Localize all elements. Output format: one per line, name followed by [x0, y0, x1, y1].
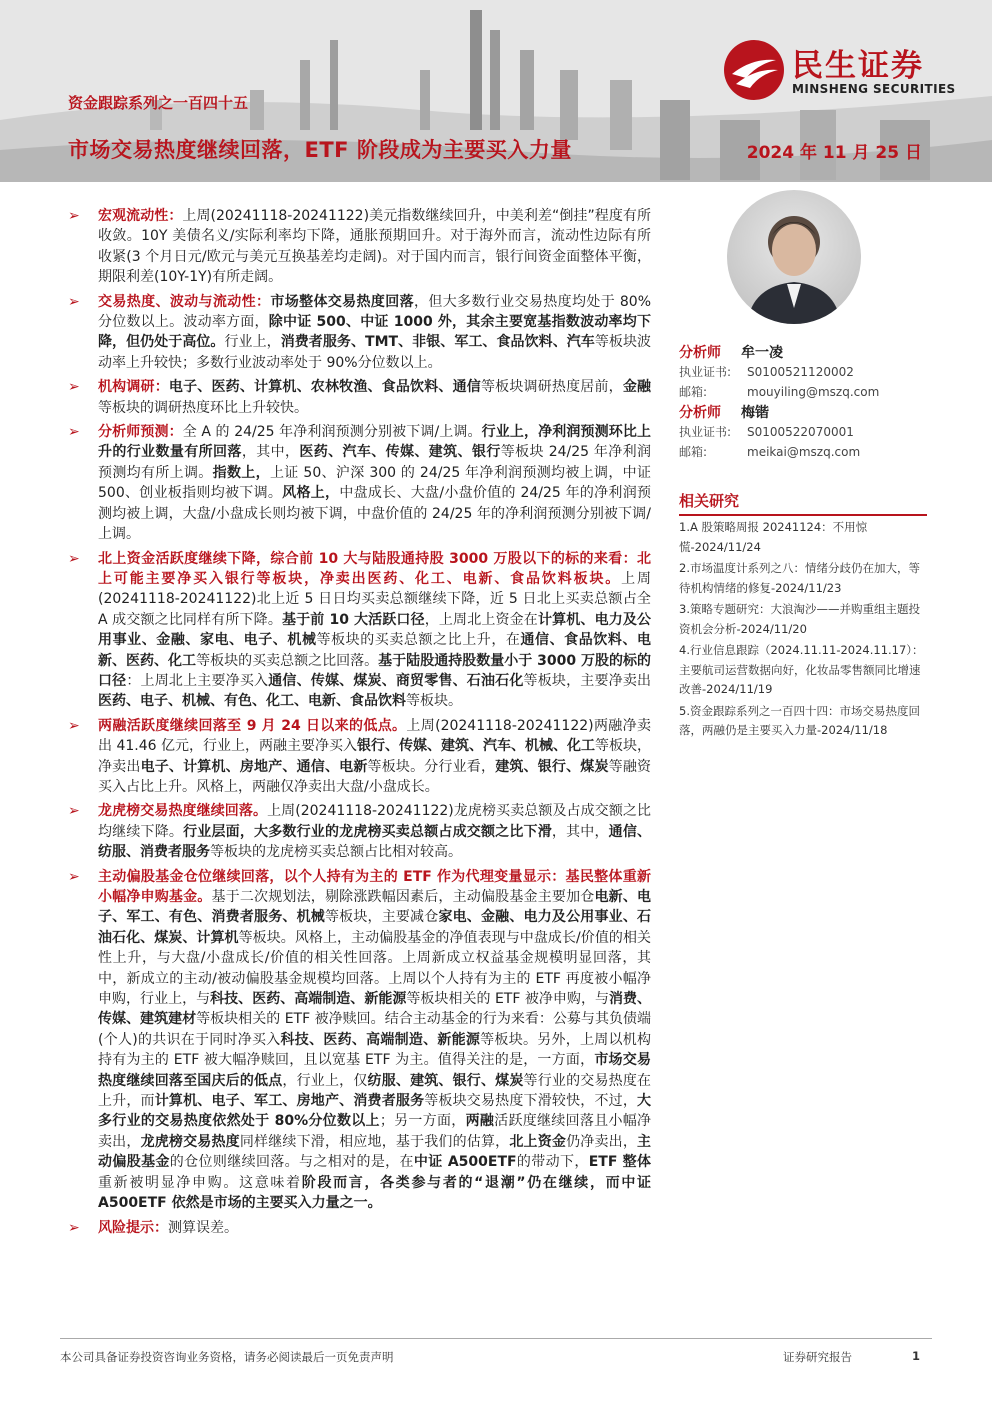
footer-report-label: 证券研究报告 [783, 1350, 852, 1364]
point-text: 等板块的调研热度环比上升较快。 [98, 399, 308, 416]
report-date: 2024 年 11 月 25 日 [746, 143, 922, 163]
emphasis-text: 主动偏股基金 [98, 1133, 652, 1171]
related-item[interactable]: 4.行业信息跟踪（2024.11.11-2024.11.17）：主要航司运营数据向好，化妆品零售额同比增速改善-2024/11/19 [679, 643, 924, 696]
arrow-bullet-icon: ➢ [68, 550, 80, 567]
point-text: 行业上， [224, 334, 281, 351]
emphasis-text: 北上资金 [509, 1133, 567, 1150]
related-research-list [679, 518, 927, 743]
point-text: 等板块。分行业看， [367, 758, 496, 775]
point-northbound-funds [68, 549, 651, 712]
point-text: 等板块调研热度居前， [480, 379, 623, 396]
emphasis-text: 建筑、银行、煤炭 [495, 758, 609, 775]
point-text: 等板块波动率上升较快；多数行业波动率处于 90%分位数以上。 [98, 334, 652, 371]
point-text: 测算误差。 [168, 1219, 238, 1236]
point-heading: 北上资金活跃度继续下降，综合前 10 大与陆股通持股 3000 万股以下的标的来看：北上可能主要净买入银行等板块，净卖出医药、化工、电新、食品饮料板块。 [98, 550, 651, 587]
arrow-bullet-icon: ➢ [68, 1219, 80, 1236]
arrow-bullet-icon: ➢ [68, 424, 80, 441]
related-item[interactable]: 1.A 股策略周报 20241124：不用惊慌-2024/11/24 [679, 520, 868, 554]
point-active-funds-etf [68, 867, 651, 1214]
analyst-role: 分析师 [679, 345, 721, 361]
point-dragon-tiger-list [68, 801, 651, 862]
emphasis-text: 大多行业的交易热度依然处于 80%分位数以上 [98, 1093, 652, 1130]
footer-disclaimer: 本公司具备证券投资咨询业务资格，请务必阅读最后一页免责声明 [60, 1350, 394, 1364]
point-text: 等板块相关的 ETF 被净申购，与 [406, 991, 609, 1008]
emphasis-text: 行业层面，大多数行业的龙虎榜买卖总额占成交额之比下滑 [183, 823, 552, 840]
report-series: 资金跟踪系列之一百四十五 [68, 94, 249, 112]
point-text: 等板块，净卖出 [98, 738, 652, 775]
emphasis-text: 龙虎榜交易热度 [140, 1133, 240, 1150]
point-text: 仍净卖出， [566, 1133, 638, 1150]
emphasis-text: 电子、计算机、房地产、通信、电新 [140, 758, 368, 775]
arrow-bullet-icon: ➢ [68, 293, 80, 310]
point-heading: 主动偏股基金仓位继续回落，以个人持有为主的 ETF 作为代理变量显示：基民整体重新小幅净申购基金。 [98, 868, 651, 905]
point-text: 等板块 24/25 年净利润预测均有所上调。 [98, 444, 652, 481]
point-heading: 交易热度、波动与流动性： [98, 293, 271, 310]
analyst-card-2 [679, 402, 860, 462]
emphasis-text: 电子、医药、计算机、农林牧渔、食品饮料、通信 [168, 379, 481, 396]
point-text: 等板块。 [406, 693, 462, 710]
arrow-bullet-icon: ➢ [68, 208, 80, 224]
page-footer [60, 1338, 932, 1365]
point-text: 等板块的买卖总额之比上升，在 [316, 632, 521, 649]
point-analyst-forecast [68, 422, 651, 544]
point-heading: 宏观流动性： [98, 208, 183, 224]
logo-mark-icon [722, 38, 786, 102]
summary-body [68, 206, 651, 1242]
emphasis-text: 中证 A500ETF [413, 1154, 517, 1171]
point-text: 的带动下， [516, 1154, 589, 1171]
emphasis-text: 科技、医药、高端制造、新能源 [210, 991, 407, 1008]
emphasis-text: 家电、金融、电力及公用事业、石油石化、煤炭、计算机 [98, 909, 652, 946]
emphasis-text: 电新、电子、军工、有色、消费者服务、机械 [98, 889, 652, 926]
emphasis-text: 阶段而言，各类参与者的“退潮”仍在继续，而中证 A500ETF 依然是市场的主要买入力量之一。 [98, 1174, 651, 1212]
point-text: 上周(20241118-20241122)龙虎榜买卖总额及占成交额之比均继续下降。 [98, 803, 651, 840]
point-text: 等板块，主要净卖出 [523, 672, 652, 689]
page-number: 1 [911, 1349, 920, 1363]
emphasis-text: 金融 [622, 379, 652, 396]
emphasis-text: 计算机、电子、军工、房地产、消费者服务 [154, 1093, 425, 1110]
emphasis-text: 指数上， [212, 464, 270, 481]
point-text: ，其中， [551, 823, 609, 840]
point-text: 等板块，主要减仓 [324, 909, 439, 926]
emphasis-text: 基于前 10 大活跃口径 [282, 611, 425, 628]
point-institution-research [68, 377, 651, 418]
arrow-bullet-icon: ➢ [68, 868, 80, 885]
emphasis-text: 银行、传媒、建筑、汽车、机械、化工 [357, 738, 596, 755]
point-text: 等行业的交易热度在上升，而 [98, 1072, 652, 1110]
emphasis-text: 基于陆股通持股数量小于 3000 万股的标的口径 [98, 652, 652, 689]
point-text: 等板块交易热度下滑较快，不过， [424, 1093, 638, 1110]
point-text: 活跃度继续回落且小幅净卖出， [98, 1113, 652, 1150]
analyst-card-1 [679, 342, 879, 402]
point-text: ：上周北上主要净买入 [126, 672, 269, 689]
emphasis-text: 通信、食品饮料、电新、医药、化工 [98, 632, 652, 669]
point-text: ；另一方面， [379, 1113, 466, 1130]
emphasis-text: 医药、汽车、传媒、建筑、银行 [299, 444, 501, 461]
emphasis-text: 市场整体交易热度回落 [270, 293, 414, 310]
emphasis-text: ETF 整体 [588, 1154, 652, 1171]
point-text: 同样继续下滑，相应地，基于我们的估算， [239, 1133, 510, 1150]
point-text: 中盘成长、大盘/小盘价值的 24/25 年的净利润预测均被上调，大盘/小盘成长则均被下调，中盘价值的 24/25 年的净利润预测分别被下调/上调。 [98, 485, 651, 543]
analyst-email[interactable]: meikai@mszq.com [747, 445, 861, 459]
point-text: 上周(20241118-20241122)美元指数继续回升，中美利差“倒挂”程度有所收敛。10Y 美债名义/实际利率均下降，通胀预期回升。对于海外而言，流动性边际有所收紧(3 个月日元/欧元与美元互换基差均走阔)。对于国内而言，银行间资金面整体平衡，期限利差(10Y-1Y)有所走阔。 [98, 208, 652, 286]
point-heading: 风险提示： [98, 1219, 168, 1236]
point-macro-liquidity [68, 206, 651, 288]
arrow-bullet-icon: ➢ [68, 803, 80, 820]
emphasis-text: 除中证 500、中证 1000 外，其余主要宽基指数波动率均下降，但仍处于高位。 [98, 314, 652, 351]
email-label: 邮箱: [679, 385, 708, 399]
point-text: 上周(20241118-20241122)两融净卖出 41.46 亿元，行业上，两融主要净买入 [98, 717, 651, 755]
analyst-photo [727, 190, 861, 324]
cert-number: S0100522070001 [747, 425, 854, 439]
point-trading-heat [68, 292, 651, 374]
point-margin-trading [68, 716, 651, 798]
emphasis-text: 医药、电子、机械、有色、化工、电新、食品饮料 [98, 693, 406, 710]
point-text: 等板块。另外，上周以机构持有为主的 ETF 被大幅净赎回，且以宽基 ETF 为主。值得关注的是，一方面， [98, 1031, 652, 1069]
emphasis-text: 通信、纺服、消费者服务 [98, 823, 652, 861]
analyst-email[interactable]: mouyiling@mszq.com [747, 385, 880, 399]
brand-logo [722, 38, 962, 102]
emphasis-text: 计算机、电力及公用事业、金融、家电、电子、机械 [98, 611, 652, 649]
email-label: 邮箱: [679, 445, 708, 459]
point-text: 等板块的龙虎榜买卖总额占比相对较高。 [210, 844, 462, 861]
point-heading: 两融活跃度继续回落至 9 月 24 日以来的低点。 [98, 717, 407, 734]
point-heading: 机构调研： [98, 379, 169, 396]
point-text: ，上周北上资金在 [424, 611, 538, 628]
point-text: 等融资买入占比上升。风格上，两融仅净卖出大盘/小盘成长。 [98, 758, 652, 795]
point-text: 重新被明显净申购。这意味着 [98, 1174, 302, 1191]
person-avatar-icon [727, 190, 861, 324]
arrow-bullet-icon: ➢ [68, 717, 80, 734]
point-text: 等板块的买卖总额之比回落。 [196, 652, 379, 669]
emphasis-text: 科技、医药、高端制造、新能源 [280, 1031, 481, 1048]
cert-label: 执业证书: [679, 425, 732, 439]
emphasis-text: 纺服、建筑、银行、煤炭 [367, 1072, 524, 1089]
related-item[interactable]: 3.策略专题研究：大浪淘沙——并购重组主题投资机会分析-2024/11/20 [679, 602, 920, 636]
related-research-title: 相关研究 [679, 490, 927, 516]
point-text: 基于二次规划法，剔除涨跌幅因素后，主动偏股基金主要加仓 [211, 889, 595, 905]
logo-name-cn: 民生证券 [792, 48, 924, 84]
emphasis-text: 风格上， [282, 485, 340, 502]
analyst-role: 分析师 [679, 405, 721, 421]
emphasis-text: 两融 [465, 1113, 495, 1130]
point-heading: 分析师预测： [98, 424, 183, 441]
point-text: ，但大多数行业交易热度均处于 80%分位数以上。波动率方面， [98, 293, 652, 331]
report-title: 市场交易热度继续回落，ETF 阶段成为主要买入力量 [68, 138, 572, 162]
point-text: 等板块相关的 ETF 被净赎回。结合主动基金的行为来看：公募与其负债端(个人)的共识在于同时净买入 [98, 1011, 651, 1048]
point-heading: 龙虎榜交易热度继续回落。 [98, 803, 268, 820]
emphasis-text: 消费、传媒、建筑建材 [98, 991, 652, 1028]
related-item[interactable]: 2.市场温度计系列之八：情绪分歧仍在加大，等待机构情绪的修复-2024/11/23 [679, 561, 920, 595]
cert-number: S0100521120002 [747, 365, 854, 379]
point-text: 上证 50、沪深 300 的 24/25 年净利润预测均被上调，中证 500、创业板指则均被下调。 [98, 464, 652, 502]
point-text: ，行业上，仅 [282, 1072, 368, 1089]
related-item[interactable]: 5.资金跟踪系列之一百四十四：市场交易热度回落，两融仍是主要买入力量-2024/11/18 [679, 703, 920, 737]
point-text: 上周(20241118-20241122)北上近 5 日日均买卖总额继续下降，近 5 日北上买卖总额占全 A 成交额之比同样有所下降。 [98, 570, 652, 628]
logo-name-en: MINSHENG SECURITIES [792, 82, 956, 96]
cert-label: 执业证书: [679, 365, 732, 379]
emphasis-text: 行业上，净利润预测环比上升的行业数量有所回落 [98, 424, 651, 461]
point-text: 全 A 的 24/25 年净利润预测分别被下调/上调。 [182, 424, 482, 441]
point-text: 的仓位则继续回落。与之相对的是，在 [169, 1154, 414, 1171]
emphasis-text: 消费者服务、TMT、非银、军工、食品饮料、汽车 [280, 334, 595, 351]
emphasis-text: 通信、传媒、煤炭、商贸零售、石油石化 [268, 672, 524, 689]
point-text: ，其中， [241, 444, 300, 461]
arrow-bullet-icon: ➢ [68, 379, 80, 396]
analyst-name: 梅锴 [741, 405, 769, 421]
point-risk-warning [68, 1218, 651, 1238]
analyst-name: 牟一凌 [741, 345, 783, 361]
header-banner [0, 0, 992, 182]
point-text: 等板块。风格上，主动偏股基金的净值表现与中盘成长/价值的相关性上升，与大盘/小盘成长/价值的相关性回落。上周新成立权益基金规模明显回落，其中，新成立的主动/被动偏股基金规模均回落。上周以个人持有为主的 ETF 再度被小幅净申购，行业上，与 [98, 929, 652, 1008]
emphasis-text: 市场交易热度继续回落至国庆后的低点 [98, 1052, 652, 1089]
